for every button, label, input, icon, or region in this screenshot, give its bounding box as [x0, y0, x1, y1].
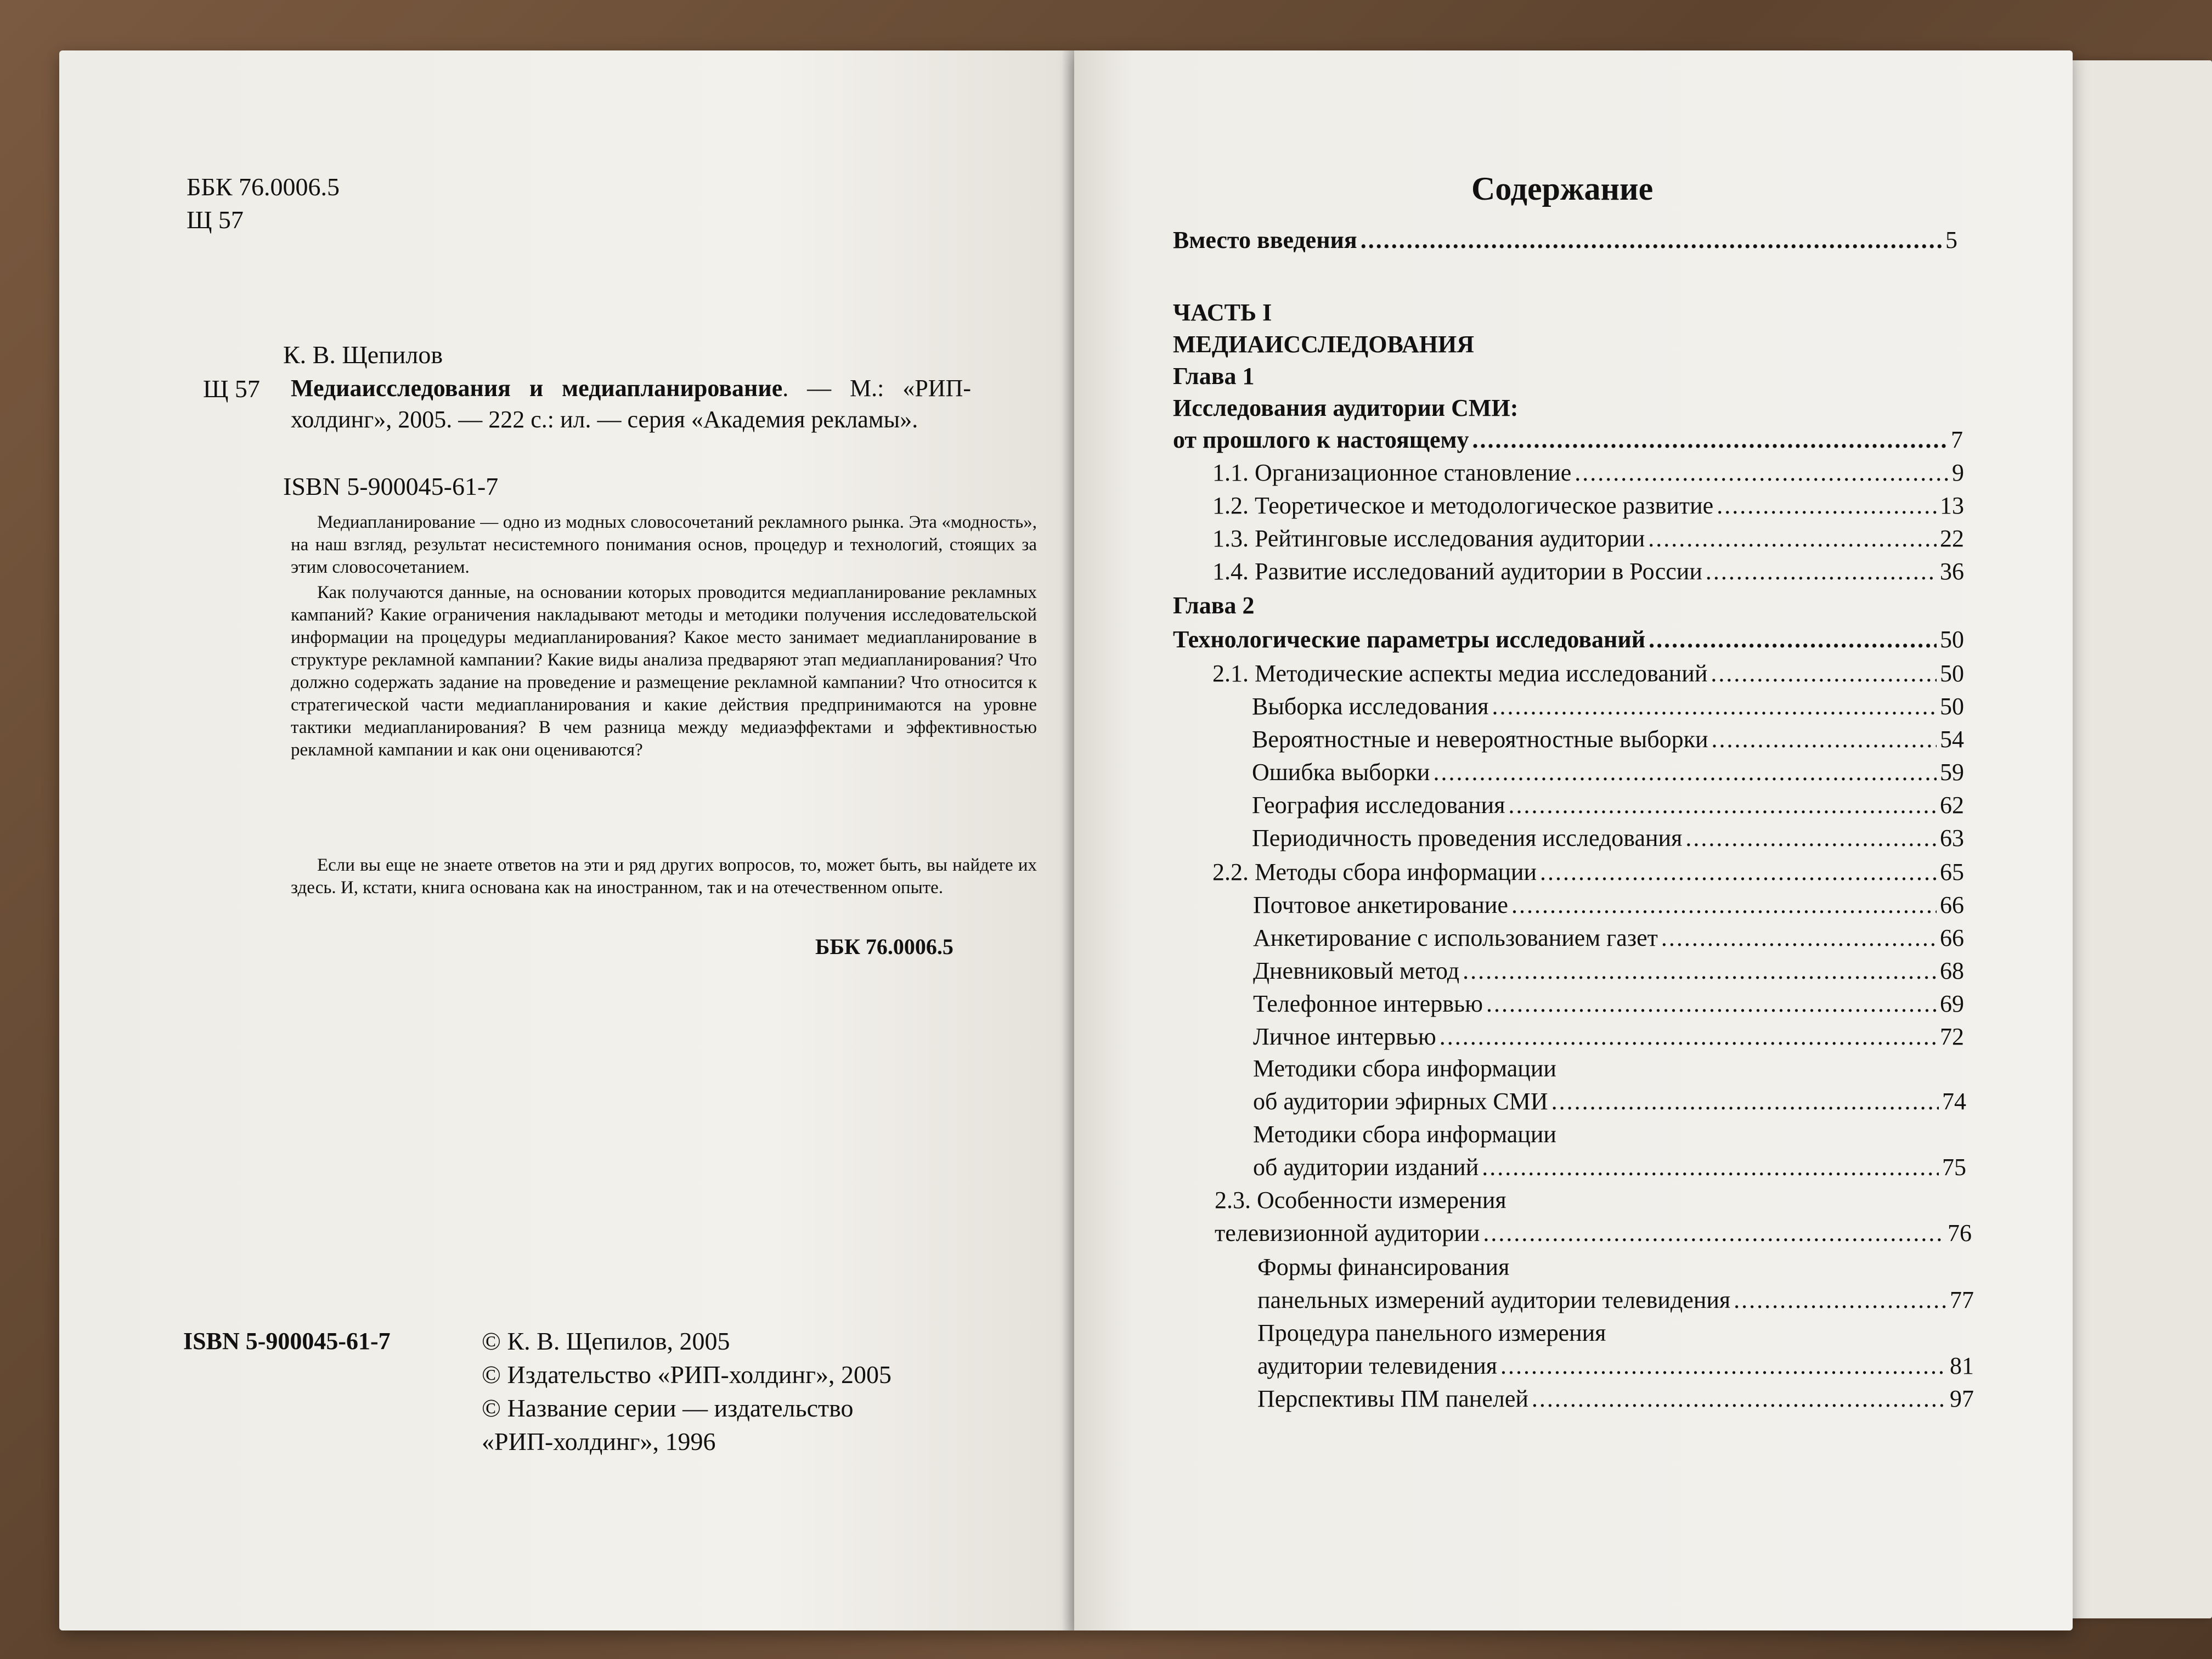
- toc-s23b-line-1: Процедура панельного измерения: [1257, 1319, 1606, 1346]
- abstract-paragraph-2: Как получаются данные, на основании которых проводится медиапланирование рекламных кампаний? Какие ограничения накладывают методы и методики получения исследовательской информации на процедуры медиапланирования? Какое место занимает медиапланирование в структуре рекламной кампании? Какие виды анализа предваряют этап медиапланирования? Что должно содержать задание на проведение и размещение рекламной кампании? Что относится к стратегической части медиапланирования и какие действия предпринимаются на уровне тактики медиапланирования? В чем разница между медиаэффектами и эффективностью рекламной кампании и как они оцениваются?: [291, 583, 1037, 760]
- toc-s23-line-1: 2.3. Особенности измерения: [1215, 1187, 1506, 1214]
- toc-page: 50: [1940, 660, 1964, 687]
- leader-dots: [1463, 957, 1937, 985]
- toc-s23b-line-2: [1257, 1352, 1974, 1380]
- leader-dots: [1433, 758, 1937, 786]
- toc-s23a-line-2: [1257, 1286, 1974, 1314]
- toc-page: 74: [1942, 1088, 1966, 1115]
- toc-label: Телефонное интервью: [1253, 990, 1483, 1017]
- copyright-3: © Название серии — издательство: [482, 1394, 854, 1422]
- author-code-top: Щ 57: [187, 206, 244, 234]
- toc-page: 76: [1948, 1220, 1972, 1246]
- leader-dots: [1712, 725, 1937, 753]
- toc-label: 1.1. Организационное становление: [1212, 459, 1572, 486]
- toc-page: 66: [1940, 924, 1964, 951]
- toc-s22d: [1253, 990, 1964, 1018]
- toc-chapter-2-title: [1173, 625, 1964, 653]
- toc-page: 9: [1952, 459, 1964, 486]
- abstract-paragraph-1: Медиапланирование — одно из модных словосочетаний рекламного рынка. Эта «модность», на наш взгляд, результат несистемного понимания основ, процедур и технологий, стоящих за этим словосочетанием.: [291, 512, 1037, 577]
- toc-intro-page: 5: [1945, 227, 1957, 253]
- toc-s21b: [1252, 725, 1964, 753]
- toc-page: 62: [1940, 792, 1964, 819]
- toc-page: 63: [1940, 825, 1964, 851]
- toc-label: 1.2. Теоретическое и методологическое развитие: [1212, 492, 1714, 519]
- leader-dots: [1717, 492, 1937, 520]
- copyright-1: © К. В. Щепилов, 2005: [482, 1327, 730, 1355]
- toc-page: 22: [1940, 525, 1964, 552]
- toc-page: 54: [1940, 726, 1964, 753]
- author-name: К. В. Щепилов: [283, 341, 443, 369]
- toc-s21c: [1252, 758, 1964, 786]
- toc-page: 13: [1940, 492, 1964, 519]
- toc-s21e: [1252, 824, 1964, 852]
- toc-label: География исследования: [1252, 792, 1505, 819]
- toc-label: Ошибка выборки: [1252, 759, 1430, 786]
- toc-s22a: [1253, 891, 1964, 919]
- toc-chapter-1-title-a: Исследования аудитории СМИ:: [1173, 394, 1519, 421]
- toc-page: 75: [1942, 1154, 1966, 1181]
- leader-dots: [1483, 1219, 1944, 1247]
- toc-s22: [1212, 858, 1964, 886]
- toc-chapter-1: Глава 1: [1173, 363, 1255, 390]
- toc-s22e: [1253, 1023, 1964, 1051]
- toc-label: 1.4. Развитие исследований аудитории в России: [1212, 558, 1702, 585]
- leader-dots: [1486, 990, 1937, 1018]
- toc-part: ЧАСТЬ I: [1173, 299, 1272, 326]
- toc-s23c: [1257, 1385, 1974, 1413]
- book-title: Медиаисследования и медиапланирование: [291, 375, 783, 402]
- isbn-line: ISBN 5-900045-61-7: [283, 472, 499, 500]
- toc-label: Личное интервью: [1253, 1023, 1436, 1050]
- toc-label: 1.3. Рейтинговые исследования аудитории: [1212, 525, 1645, 552]
- toc-label: Вероятностные и невероятностные выборки: [1252, 726, 1708, 753]
- leader-dots: [1472, 426, 1948, 454]
- toc-label: Периодичность проведения исследования: [1252, 825, 1683, 851]
- toc-page: 72: [1940, 1023, 1964, 1050]
- toc-page: 81: [1950, 1352, 1974, 1379]
- toc-page: 50: [1940, 626, 1964, 653]
- toc-chapter-2: Глава 2: [1173, 592, 1255, 619]
- toc-s23a-line-1: Формы финансирования: [1257, 1254, 1510, 1280]
- toc-label: Технологические параметры исследований: [1173, 626, 1646, 653]
- leader-dots: [1361, 226, 1942, 254]
- leader-dots: [1661, 924, 1937, 952]
- leader-dots: [1551, 1087, 1939, 1115]
- leader-dots: [1540, 858, 1937, 886]
- leader-dots: [1482, 1153, 1939, 1181]
- toc-label: аудитории телевидения: [1257, 1352, 1498, 1379]
- leader-dots: [1734, 1286, 1946, 1314]
- toc-label: Дневниковый метод: [1253, 957, 1460, 984]
- copyright-2: © Издательство «РИП-холдинг», 2005: [482, 1361, 891, 1389]
- toc-s23-line-2: [1215, 1219, 1972, 1247]
- leader-dots: [1511, 891, 1937, 919]
- bibliographic-description: [291, 373, 971, 435]
- toc-s12: [1212, 492, 1964, 520]
- toc-intro: [1173, 226, 1957, 254]
- toc-label: Почтовое анкетирование: [1253, 891, 1508, 918]
- toc-s13: [1212, 524, 1964, 552]
- toc-label: об аудитории изданий: [1253, 1154, 1479, 1181]
- toc-label: панельных измерений аудитории телевидения: [1257, 1286, 1731, 1313]
- toc-part-title: МЕДИАИССЛЕДОВАНИЯ: [1173, 331, 1475, 358]
- toc-label: от прошлого к настоящему: [1173, 426, 1469, 453]
- toc-intro-label: Вместо введения: [1173, 227, 1357, 253]
- toc-s22c: [1253, 957, 1964, 985]
- leader-dots: [1711, 659, 1937, 687]
- right-page: [1074, 50, 2073, 1630]
- toc-s22g-line-2: [1253, 1153, 1966, 1181]
- toc-chapter-1-title-b: [1173, 426, 1963, 454]
- toc-label: об аудитории эфирных СМИ: [1253, 1088, 1548, 1115]
- toc-s21d: [1252, 791, 1964, 819]
- leader-dots: [1532, 1385, 1946, 1413]
- abstract-paragraph-3: Если вы еще не знаете ответов на эти и ряд других вопросов, то, может быть, вы найдете их здесь. И, кстати, книга основана как на иностранном, так и на отечественном опыте.: [291, 855, 1037, 898]
- toc-s22f-line-1: Методики сбора информации: [1253, 1055, 1556, 1082]
- leader-dots: [1508, 791, 1937, 819]
- toc-s11: [1212, 459, 1964, 487]
- toc-page: 69: [1940, 990, 1964, 1017]
- toc-s21a: [1252, 692, 1964, 720]
- toc-s21: [1212, 659, 1964, 687]
- toc-label: 2.2. Методы сбора информации: [1212, 859, 1537, 885]
- toc-page: 77: [1950, 1286, 1974, 1313]
- bbk-code-top: ББК 76.0006.5: [187, 173, 340, 201]
- toc-page: 68: [1940, 957, 1964, 984]
- toc-label: 2.1. Методические аспекты медиа исследований: [1212, 660, 1708, 687]
- leader-dots: [1706, 557, 1937, 585]
- left-page: [59, 50, 1074, 1630]
- toc-s22f-line-2: [1253, 1087, 1966, 1115]
- toc-s22g-line-1: Методики сбора информации: [1253, 1121, 1556, 1148]
- leader-dots: [1685, 824, 1937, 852]
- toc-page: 36: [1940, 558, 1964, 585]
- toc-page: 66: [1940, 891, 1964, 918]
- toc-s14: [1212, 557, 1964, 585]
- toc-page: 65: [1940, 859, 1964, 885]
- toc-page: 59: [1940, 759, 1964, 786]
- toc-label: телевизионной аудитории: [1215, 1220, 1480, 1246]
- author-code-margin: Щ 57: [203, 375, 260, 403]
- leader-dots: [1575, 459, 1949, 487]
- toc-page: 97: [1950, 1385, 1974, 1412]
- leader-dots: [1500, 1352, 1946, 1380]
- copyright-4: «РИП-холдинг», 1996: [482, 1427, 716, 1455]
- toc-label: Перспективы ПМ панелей: [1257, 1385, 1528, 1412]
- isbn-bottom: ISBN 5-900045-61-7: [183, 1328, 391, 1355]
- leader-dots: [1440, 1023, 1937, 1051]
- toc-page: 7: [1951, 426, 1963, 453]
- leader-dots: [1648, 524, 1937, 552]
- leader-dots: [1492, 692, 1937, 720]
- leader-dots: [1649, 625, 1937, 653]
- toc-label: Анкетирование с использованием газет: [1253, 924, 1658, 951]
- toc-s22b: [1253, 924, 1964, 952]
- toc-label: Выборка исследования: [1252, 693, 1489, 720]
- toc-title: Содержание: [1471, 171, 1654, 207]
- bbk-code-bottom: ББК 76.0006.5: [815, 934, 953, 959]
- toc-page: 50: [1940, 693, 1964, 720]
- bibliographic-rest: . — М.: «РИП-холдинг», 2005. — 222 с.: ил. — серия «Академия рекламы».: [291, 375, 971, 433]
